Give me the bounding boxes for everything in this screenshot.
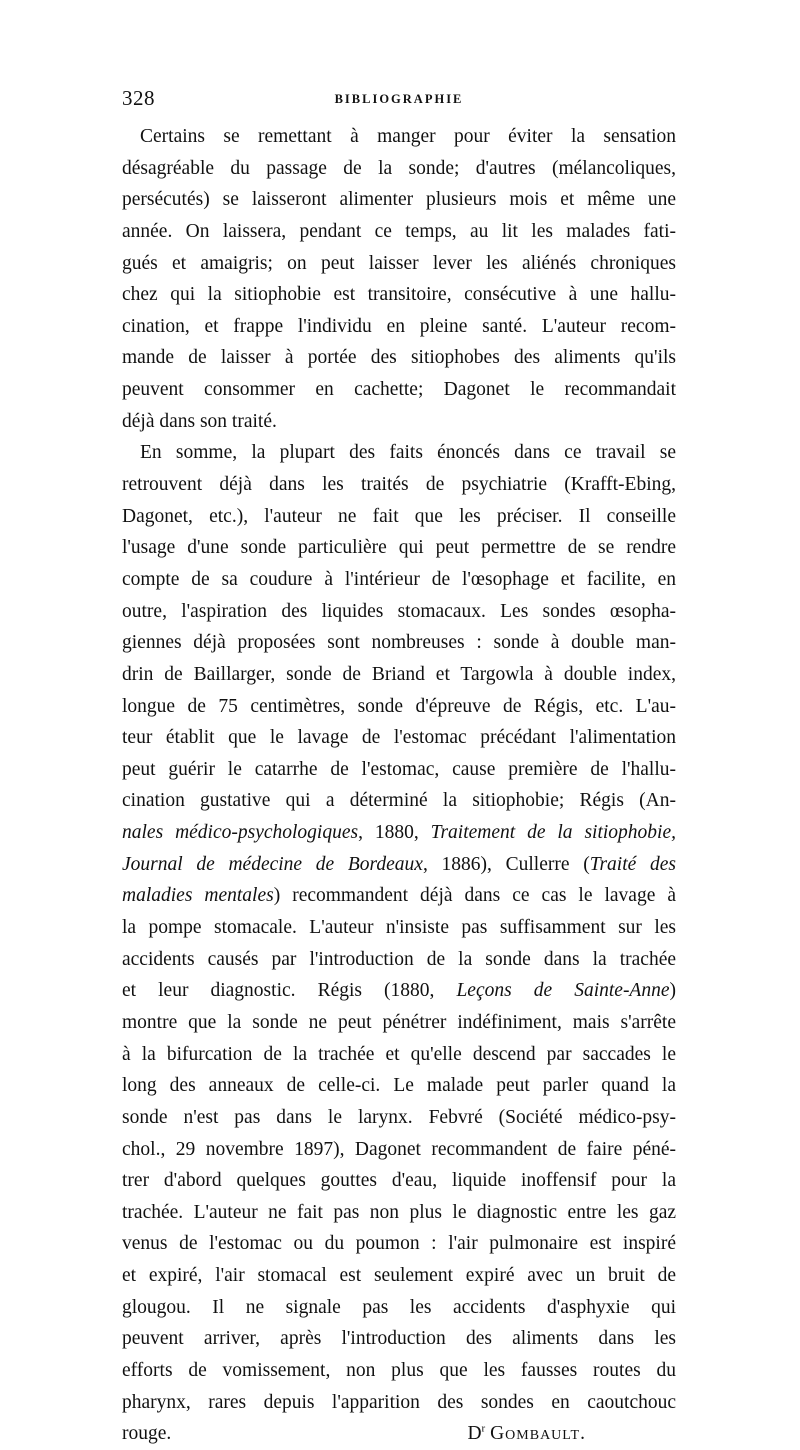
text-line: maladies mentales) recommandent déjà dans ce cas le lavage à (122, 885, 676, 907)
text-line: giennes déjà proposées sont nombreuses : sonde à double man- (122, 632, 676, 654)
text-line: persécutés) se laisseront alimenter plusieurs mois et même une (122, 189, 676, 211)
text-line: peuvent consommer en cachette; Dagonet le recommandait (122, 379, 676, 401)
text-line: à la bifurcation de la trachée et qu'elle descend par saccades le (122, 1043, 676, 1065)
closing-line (122, 1418, 676, 1450)
text-line: peuvent arriver, après l'introduction des aliments dans les (122, 1328, 676, 1350)
italic-citation: Journal de médecine de Bordeaux (122, 853, 423, 875)
text-line: la pompe stomacale. L'auteur n'insiste pas suffisamment sur les (122, 917, 676, 939)
text-line: et leur diagnostic. Régis (1880, Leçons de Sainte-Anne) (122, 980, 677, 1002)
text-line: pharynx, rares depuis l'apparition des sondes en caoutchouc (122, 1391, 676, 1413)
text-line: cination gustative qui a déterminé la sitiophobie; Régis (An- (122, 790, 676, 812)
text-line: chol., 29 novembre 1897), Dagonet recommandent de faire péné- (122, 1138, 676, 1160)
text-line: accidents causés par l'introduction de la sonde dans la trachée (122, 948, 676, 970)
author-name: Gombault. (490, 1423, 586, 1445)
text-line: déjà dans son traité. (122, 410, 277, 432)
text-line: l'usage d'une sonde particulière qui peut permettre de se rendre (122, 537, 676, 559)
text-line: long des anneaux de celle-ci. Le malade peut parler quand la (122, 1075, 676, 1097)
text-line: drin de Baillarger, sonde de Briand et Targowla à double index, (122, 663, 676, 685)
author-signature: $D^r$ Gombault. (467, 1422, 586, 1445)
text-line: et expiré, l'air stomacal est seulement expiré avec un bruit de (122, 1265, 676, 1287)
text-line: trer d'abord quelques gouttes d'eau, liquide inoffensif pour la (122, 1170, 676, 1192)
text-line: sonde n'est pas dans le larynx. Febvré (Société médico-psy- (122, 1106, 676, 1128)
text-line: outre, l'aspiration des liquides stomacaux. Les sondes œsopha- (122, 600, 676, 622)
italic-citation: maladies mentales (122, 885, 274, 907)
text-line: venus de l'estomac ou du poumon : l'air pulmonaire est inspiré (122, 1233, 676, 1255)
page-number: 328 (122, 86, 155, 110)
running-title: BIBLIOGRAPHIE (334, 92, 464, 106)
italic-citation: Leçons de Sainte-Anne (456, 980, 670, 1002)
page-header (122, 86, 676, 116)
text-line: compte de sa coudure à l'intérieur de l'œsophage et facilite, en (122, 568, 676, 590)
text-line: montre que la sonde ne peut pénétrer indéfiniment, mais s'arrête (122, 1011, 676, 1033)
text-line: teur établit que le lavage de l'estomac précédant l'alimentation (122, 727, 676, 749)
italic-citation: nales médico-psychologiques (122, 822, 359, 844)
text-line: peut guérir le catarrhe de l'estomac, cause première de l'hallu- (122, 758, 676, 780)
text-line: efforts de vomissement, non plus que les fausses routes du (122, 1359, 676, 1381)
italic-citation: Traité des (589, 853, 676, 875)
text-line: nales médico-psychologiques, 1880, Traitement de la sitiophobie, (122, 822, 676, 844)
text-line: trachée. L'auteur ne fait pas non plus le diagnostic entre les gaz (122, 1201, 676, 1223)
text-line: Certains se remettant à manger pour éviter la sensation (140, 126, 676, 147)
text-line: gués et amaigris; on peut laisser lever les aliénés chroniques (122, 252, 676, 274)
text-line: désagréable du passage de la sonde; d'autres (mélancoliques, (122, 157, 676, 179)
text-line: Dagonet, etc.), l'auteur ne fait que les préciser. Il conseille (122, 505, 676, 527)
text-line: retrouvent déjà dans les traités de psychiatrie (Krafft-Ebing, (122, 474, 676, 496)
text-line: longue de 75 centimètres, sonde d'épreuve de Régis, etc. L'au- (122, 695, 676, 717)
text-line: En somme, la plupart des faits énoncés dans ce travail se (140, 442, 676, 464)
text-line: année. On laissera, pendant ce temps, au lit les malades fati- (122, 220, 676, 242)
text-line: Journal de médecine de Bordeaux, 1886), Cullerre (Traité des (122, 853, 676, 875)
text-line: mande de laisser à portée des sitiophobes des aliments qu'ils (122, 347, 676, 369)
final-word: rouge. (122, 1423, 172, 1445)
article-body (122, 121, 676, 1450)
text-line: cination, et frappe l'individu en pleine santé. L'auteur recom- (122, 315, 676, 337)
text-line: chez qui la sitiophobie est transitoire, consécutive à une hallu- (122, 284, 676, 306)
text-line: glougou. Il ne signale pas les accidents d'asphyxie qui (122, 1296, 676, 1318)
italic-citation: Traitement de la sitiophobie, (430, 822, 676, 844)
